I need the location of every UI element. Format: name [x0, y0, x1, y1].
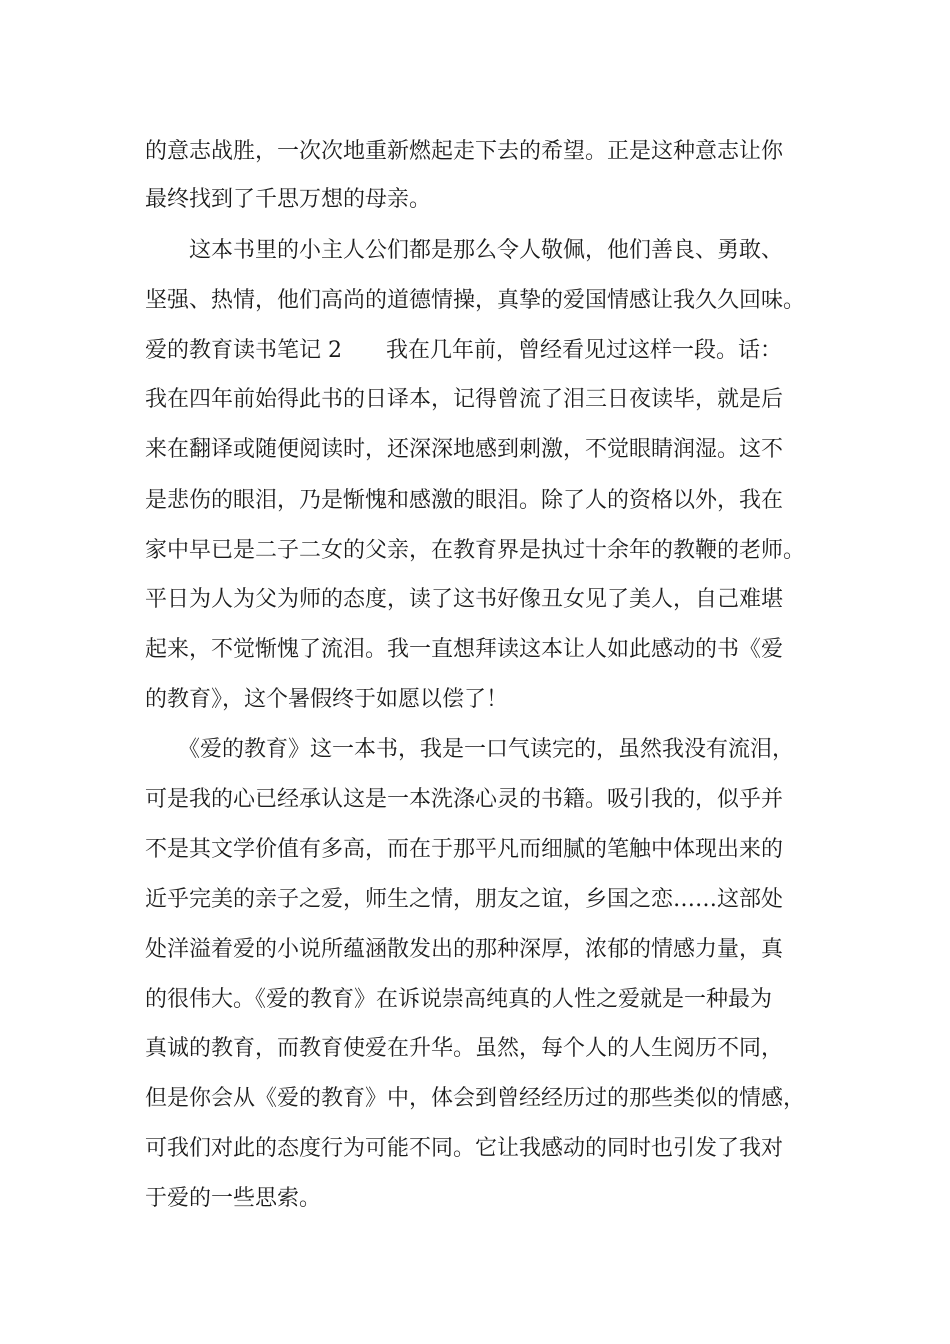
- text-line-10: 平日为人为父为师的态度，读了这书好像丑女见了美人，自己难堪: [145, 587, 784, 612]
- text-line-17: 处洋溢着爱的小说所蕴涵散发出的那种深厚，浓郁的情感力量，真: [145, 937, 784, 962]
- text-line-12: 的教育》，这个暑假终于如愿以偿了！: [145, 687, 509, 712]
- text-line-13: 《爱的教育》这一本书，我是一口气读完的，虽然我没有流泪，: [145, 737, 795, 762]
- text-line-7: 来在翻译或随便阅读时，还深深地感到刺激，不觉眼睛润湿。这不: [145, 437, 784, 462]
- text-line-6: 我在四年前始得此书的日译本，记得曾流了泪三日夜读毕，就是后: [145, 387, 784, 412]
- text-line-21: 可我们对此的态度行为可能不同。它让我感动的同时也引发了我对: [145, 1136, 784, 1161]
- text-line-2: 最终找到了千思万想的母亲。: [145, 187, 432, 212]
- text-line-11: 起来，不觉惭愧了流泪。我一直想拜读这本让人如此感动的书《爱: [145, 637, 784, 662]
- text-line-15: 不是其文学价值有多高，而在于那平凡而细腻的笔触中体现出来的: [145, 837, 784, 862]
- text-line-3: 这本书里的小主人公们都是那么令人敬佩，他们善良、勇敢、: [145, 238, 784, 263]
- text-line-5: 爱的教育读书笔记 2 我在几年前，曾经看见过这样一段。话：: [145, 338, 782, 363]
- text-line-22: 于爱的一些思索。: [145, 1186, 322, 1211]
- text-line-18: 的很伟大。《爱的教育》在诉说崇高纯真的人性之爱就是一种最为: [145, 987, 773, 1012]
- text-line-4: 坚强、热情，他们高尚的道德情操，真挚的爱国情感让我久久回味。: [145, 288, 806, 313]
- text-line-1: 的意志战胜，一次次地重新燃起走下去的希望。正是这种意志让你: [145, 139, 784, 164]
- text-line-9: 家中早已是二子二女的父亲，在教育界是执过十余年的教鞭的老师。: [145, 538, 806, 563]
- text-line-8: 是悲伤的眼泪，乃是惭愧和感激的眼泪。除了人的资格以外，我在: [145, 488, 784, 513]
- text-line-19: 真诚的教育，而教育使爱在升华。虽然，每个人的人生阅历不同，: [145, 1036, 784, 1061]
- text-line-14: 可是我的心已经承认这是一本洗涤心灵的书籍。吸引我的，似乎并: [145, 787, 784, 812]
- text-line-16: 近乎完美的亲子之爱，师生之情，朋友之谊，乡国之恋……这部处: [145, 887, 784, 912]
- text-line-20: 但是你会从《爱的教育》中，体会到曾经经历过的那些类似的情感，: [145, 1086, 806, 1111]
